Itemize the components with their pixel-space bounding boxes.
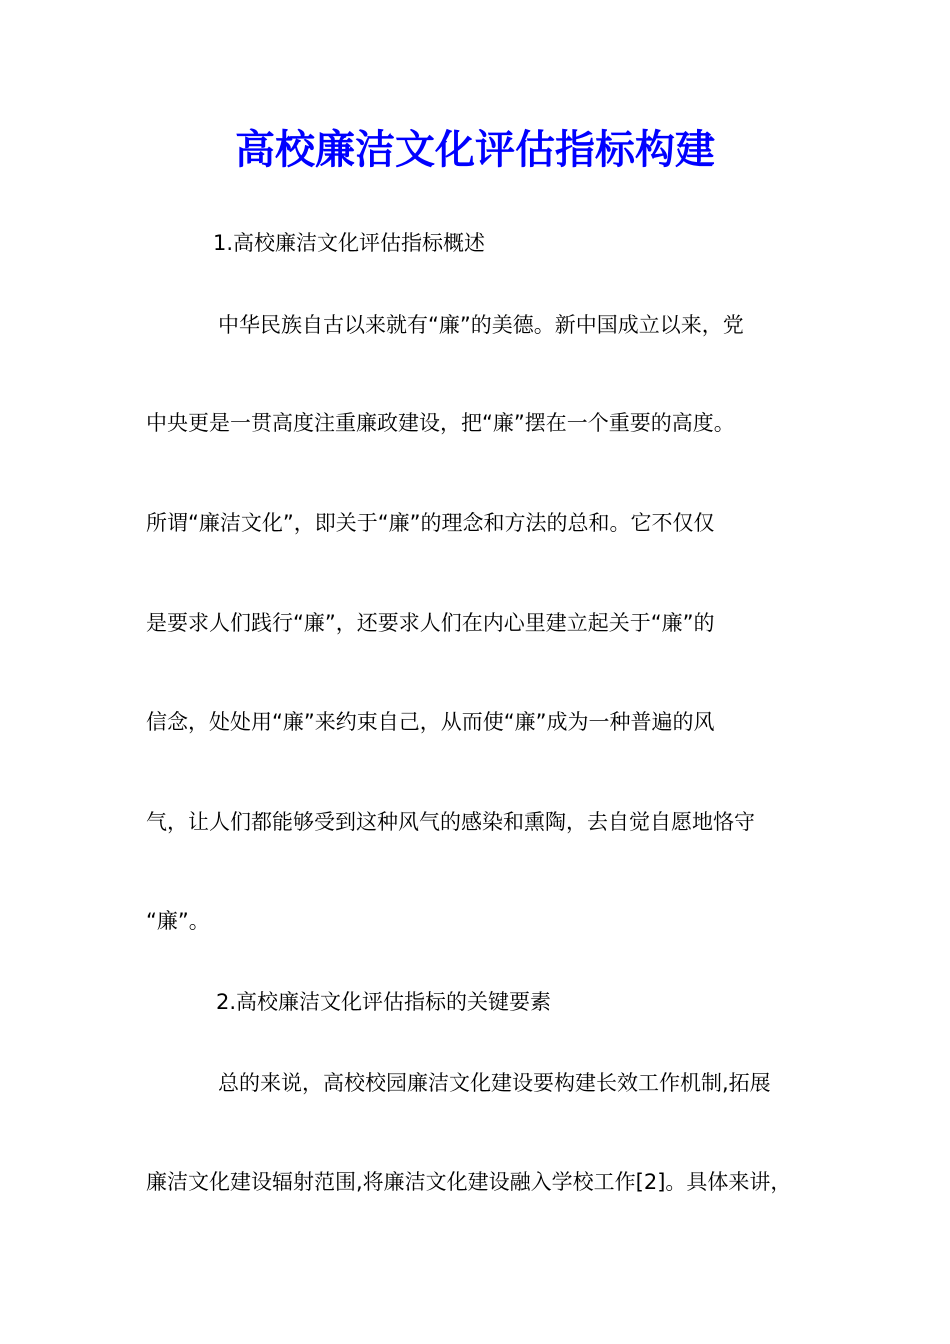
section-heading-1: 1.高校廉洁文化评估指标概述 — [213, 231, 486, 255]
paragraph-line: 气，让人们都能够受到这种风气的感染和熏陶，去自觉自愿地恪守 — [146, 810, 755, 834]
paragraph-line: 所谓“廉洁文化”，即关于“廉”的理念和方法的总和。它不仅仅 — [146, 511, 715, 535]
paragraph-line: 中央更是一贯高度注重廉政建设，把“廉”摆在一个重要的高度。 — [146, 411, 735, 435]
paragraph-line: 是要求人们践行“廉”，还要求人们在内心里建立起关于“廉”的 — [146, 611, 715, 635]
paragraph-line: 廉洁文化建设辐射范围,将廉洁文化建设融入学校工作[2]。具体来讲， — [146, 1170, 792, 1194]
document-title: 高校廉洁文化评估指标构建 — [235, 126, 715, 173]
paragraph-line: “廉”。 — [146, 909, 210, 933]
paragraph-line: 总的来说，高校校园廉洁文化建设要构建长效工作机制,拓展 — [218, 1071, 771, 1095]
section-heading-2: 2.高校廉洁文化评估指标的关键要素 — [216, 990, 552, 1014]
paragraph-line: 中华民族自古以来就有“廉”的美德。新中国成立以来，党 — [218, 313, 744, 337]
paragraph-line: 信念，处处用“廉”来约束自己，从而使“廉”成为一种普遍的风 — [146, 710, 715, 734]
